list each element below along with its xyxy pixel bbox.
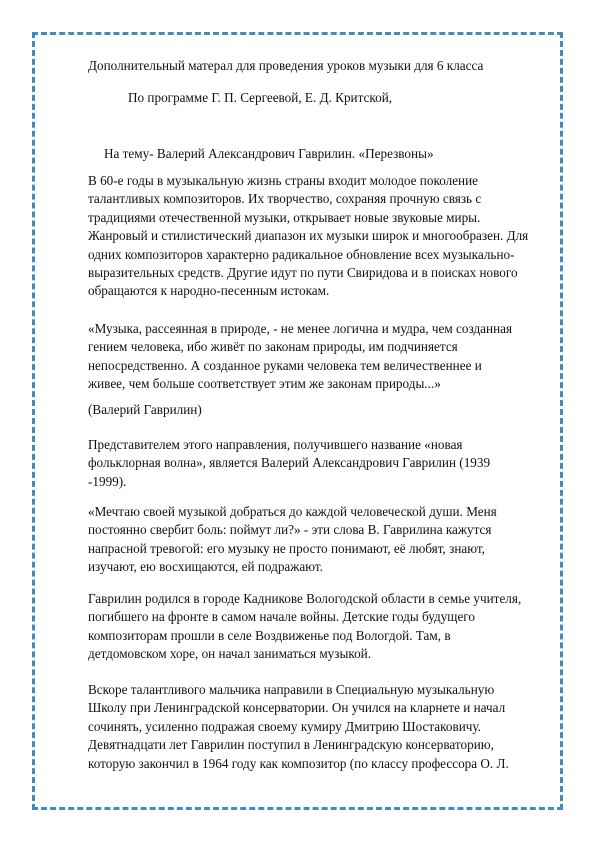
paragraph-line: погибшего на фронте в самом начале войны. Детские годы будущего: [88, 609, 475, 625]
paragraph: [88, 172, 538, 301]
paragraph-line: непосредственно. А созданное руками человека тем величественнее и: [88, 357, 482, 373]
paragraph-line: «Музыка, рассеянная в природе, - не менее логична и мудра, чем созданная: [88, 321, 513, 336]
paragraph-line: одних композиторов характерно радикальное обновление всех музыкально-: [88, 246, 515, 262]
program-line: По программе Г. П. Сергеевой, Е. Д. Критской,: [128, 90, 393, 105]
paragraph-line: гением человека, ибо живёт по законам природы, им подчиняется: [88, 339, 458, 355]
paragraph-line: Школу при Ленинградской консерватории. Он учился на кларнете и начал: [88, 700, 506, 716]
paragraph-line: сочинять, усиленно подражая своему кумиру Дмитрию Шостаковичу.: [88, 718, 481, 734]
paragraph-line: талантливых композиторов. Их творчество, сохраняя прочную связь с: [88, 191, 482, 207]
paragraph-line: напрасной тревогой: его музыку не просто понимают, её любят, знают,: [88, 540, 485, 556]
paragraph: [88, 681, 538, 773]
paragraph-line: (Валерий Гаврилин): [88, 402, 202, 417]
paragraph: [88, 436, 538, 491]
paragraph: [88, 401, 538, 419]
paragraph-line: композиторам прошли в селе Воздвиженье под Вологдой. Там, в: [88, 627, 451, 643]
paragraph-line: обращаются к народно-песенным истокам.: [88, 283, 330, 299]
paragraph-line: -1999).: [88, 473, 127, 489]
paragraph-line: традициями отечественной музыки, открывает новые звуковые миры.: [88, 209, 481, 225]
paragraph-line: Жанровый и стилистический диапазон их музыки широк и многообразен. Для: [88, 228, 529, 244]
paragraph-line: изучают, ею восхищаются, ей подражают.: [88, 559, 323, 575]
paragraph-line: постоянно свербит боль: поймут ли?» - эти слова В. Гаврилина кажутся: [88, 522, 492, 538]
paragraph-line: выразительных средств. Другие идут по пути Свиридова и в поисках нового: [88, 265, 518, 281]
paragraph-line: Девятнадцати лет Гаврилин поступил в Ленинградскую консерваторию,: [88, 737, 494, 753]
paragraph-line: Вскоре талантливого мальчика направили в Специальную музыкальную: [88, 682, 495, 697]
paragraph-line: «Мечтаю своей музыкой добраться до каждой человеческой души. Меня: [88, 504, 497, 519]
paragraph-line: фольклорная волна», является Валерий Александрович Гаврилин (1939: [88, 455, 491, 471]
paragraph: [88, 590, 538, 664]
paragraph-line: В 60-е годы в музыкальную жизнь страны входит молодое поколение: [88, 173, 479, 188]
paragraph-line: детдомовском хоре, он начал заниматься музыкой.: [88, 646, 372, 662]
paragraph-line: Гаврилин родился в городе Кадникове Вологодской области в семье учителя,: [88, 591, 522, 606]
paragraph: [88, 503, 538, 577]
paragraph-line: живее, чем больше соответствует этим же законам природы...»: [88, 376, 441, 392]
paragraph-line: Представителем этого направления, получившего название «новая: [88, 437, 463, 452]
paragraph-line: которую закончил в 1964 году как композитор (по классу профессора О. Л.: [88, 755, 509, 771]
header-line: Дополнительный матерал для проведения уроков музыки для 6 класса: [88, 58, 484, 73]
topic-line: На тему- Валерий Александрович Гаврилин. «Перезвоны»: [104, 146, 434, 161]
paragraph: [88, 320, 538, 394]
